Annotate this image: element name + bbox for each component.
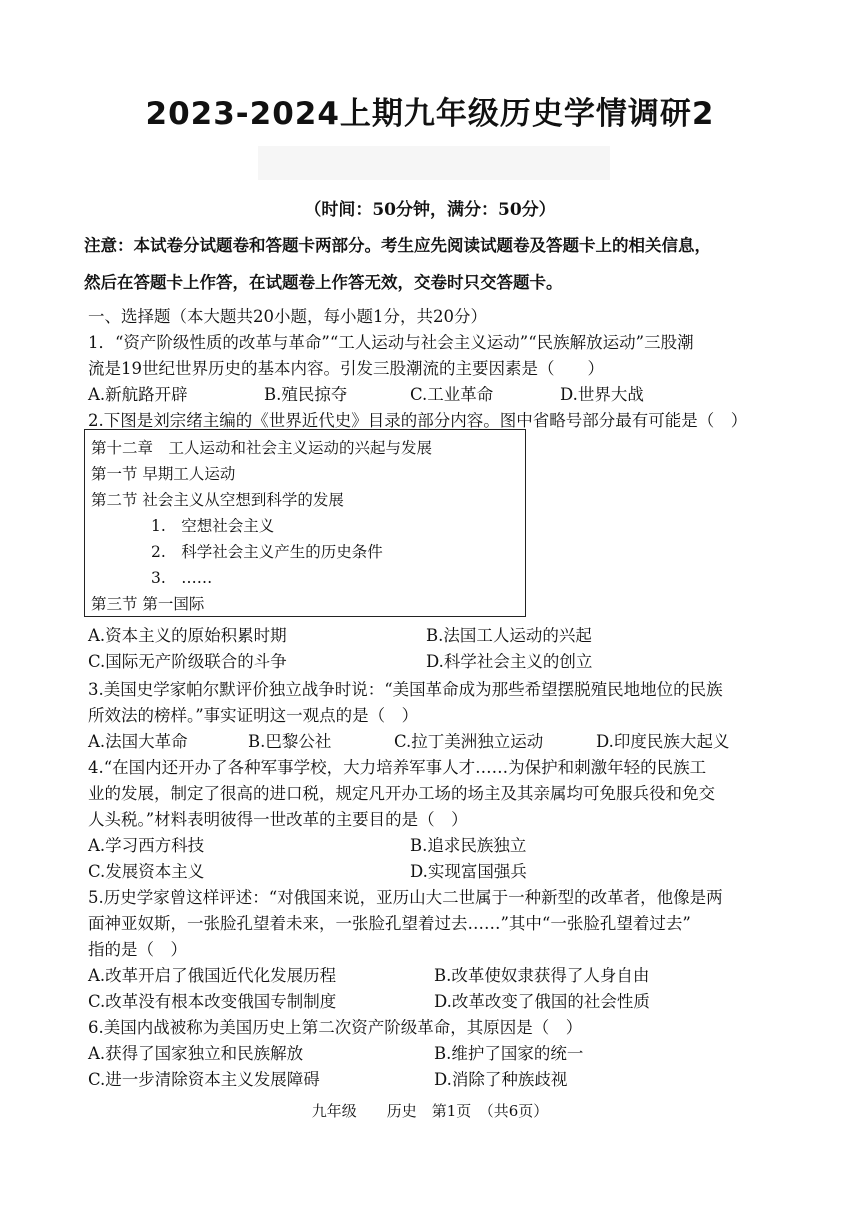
time-info: （时间：50分钟，满分：50分）	[304, 200, 556, 220]
q2-option-b: B.法国工人运动的兴起	[426, 626, 592, 645]
q3-option-a: A.法国大革命	[88, 732, 188, 751]
toc-item-3: 3. ……	[151, 569, 213, 587]
q1-option-a: A.新航路开辟	[88, 385, 188, 404]
q4-stem-line-2: 业的发展，制定了很高的进口税，规定凡开办工场的场主及其亲属均可免服兵役和免交	[88, 784, 715, 803]
q3-stem-line-1: 3.美国史学家帕尔默评价独立战争时说：“美国革命成为那些希望摆脱殖民地地位的民族	[88, 680, 723, 699]
notice-line-2: 然后在答题卡上作答，在试题卷上作答无效，交卷时只交答题卡。	[84, 273, 563, 292]
q1-option-b: B.殖民掠夺	[264, 385, 348, 404]
q2-option-c: C.国际无产阶级联合的斗争	[88, 652, 287, 671]
q5-option-c: C.改革没有根本改变俄国专制制度	[88, 992, 337, 1011]
toc-section-1: 第一节 早期工人运动	[91, 465, 236, 483]
q3-option-c: C.拉丁美洲独立运动	[394, 732, 544, 751]
toc-section-2: 第二节 社会主义从空想到科学的发展	[91, 491, 344, 509]
q2-option-a: A.资本主义的原始积累时期	[88, 626, 287, 645]
q4-option-a: A.学习西方科技	[88, 836, 205, 855]
page-footer: 九年级 历史 第1页 （共6页）	[311, 1102, 549, 1120]
q4-option-c: C.发展资本主义	[88, 862, 205, 881]
section-heading: 一、选择题（本大题共20小题，每小题1分，共20分）	[88, 307, 487, 326]
q4-option-b: B.追求民族独立	[410, 836, 527, 855]
q2-stem: 2.下图是刘宗绪主编的《世界近代史》目录的部分内容。图中省略号部分最有可能是（ ）	[88, 411, 748, 430]
toc-item-1: 1. 空想社会主义	[151, 517, 275, 535]
toc-chapter: 第十二章 工人运动和社会主义运动的兴起与发展	[91, 439, 433, 457]
q4-stem-line-1: 4.“在国内还开办了各种军事学校，大力培养军事人才……为保护和刺激年轻的民族工	[88, 758, 707, 777]
q2-option-d: D.科学社会主义的创立	[426, 652, 593, 671]
q6-option-a: A.获得了国家独立和民族解放	[88, 1044, 304, 1063]
q6-option-b: B.维护了国家的统一	[434, 1044, 584, 1063]
q6-stem: 6.美国内战被称为美国历史上第二次资产阶级革命，其原因是（ ）	[88, 1018, 583, 1037]
page-title: 2023-2024上期九年级历史学情调研2	[145, 96, 715, 132]
q4-stem-line-3: 人头税。”材料表明彼得一世改革的主要目的是（ ）	[88, 810, 468, 829]
q5-stem-line-1: 5.历史学家曾这样评述：“对俄国来说，亚历山大二世属于一种新型的改革者，他像是两	[88, 888, 723, 907]
redacted-area	[258, 146, 610, 180]
q3-stem-line-2: 所效法的榜样。”事实证明这一观点的是（ ）	[88, 706, 419, 725]
q1-option-c: C.工业革命	[410, 385, 494, 404]
q5-stem-line-2: 面神亚奴斯，一张脸孔望着未来，一张脸孔望着过去……”其中“一张脸孔望着过去”	[88, 914, 691, 933]
q1-stem-line-2: 流是19世纪世界历史的基本内容。引发三股潮流的主要因素是（ ）	[88, 359, 604, 378]
q3-option-d: D.印度民族大起义	[596, 732, 730, 751]
table-of-contents-box	[84, 429, 526, 617]
q1-option-d: D.世界大战	[560, 385, 644, 404]
q5-option-d: D.改革改变了俄国的社会性质	[434, 992, 650, 1011]
q5-option-a: A.改革开启了俄国近代化发展历程	[88, 966, 337, 985]
q5-stem-line-3: 指的是（ ）	[88, 940, 187, 959]
q3-option-b: B.巴黎公社	[248, 732, 332, 751]
q5-option-b: B.改革使奴隶获得了人身自由	[434, 966, 650, 985]
q4-option-d: D.实现富国强兵	[410, 862, 527, 881]
notice-line-1: 注意：本试卷分试题卷和答题卡两部分。考生应先阅读试题卷及答题卡上的相关信息，	[84, 236, 711, 255]
toc-section-3: 第三节 第一国际	[91, 595, 205, 613]
q6-option-c: C.进一步清除资本主义发展障碍	[88, 1070, 320, 1089]
toc-item-2: 2. 科学社会主义产生的历史条件	[151, 543, 383, 561]
q1-stem-line-1: 1．“资产阶级性质的改革与革命”“工人运动与社会主义运动”“民族解放运动”三股潮	[88, 333, 694, 352]
q6-option-d: D.消除了种族歧视	[434, 1070, 568, 1089]
